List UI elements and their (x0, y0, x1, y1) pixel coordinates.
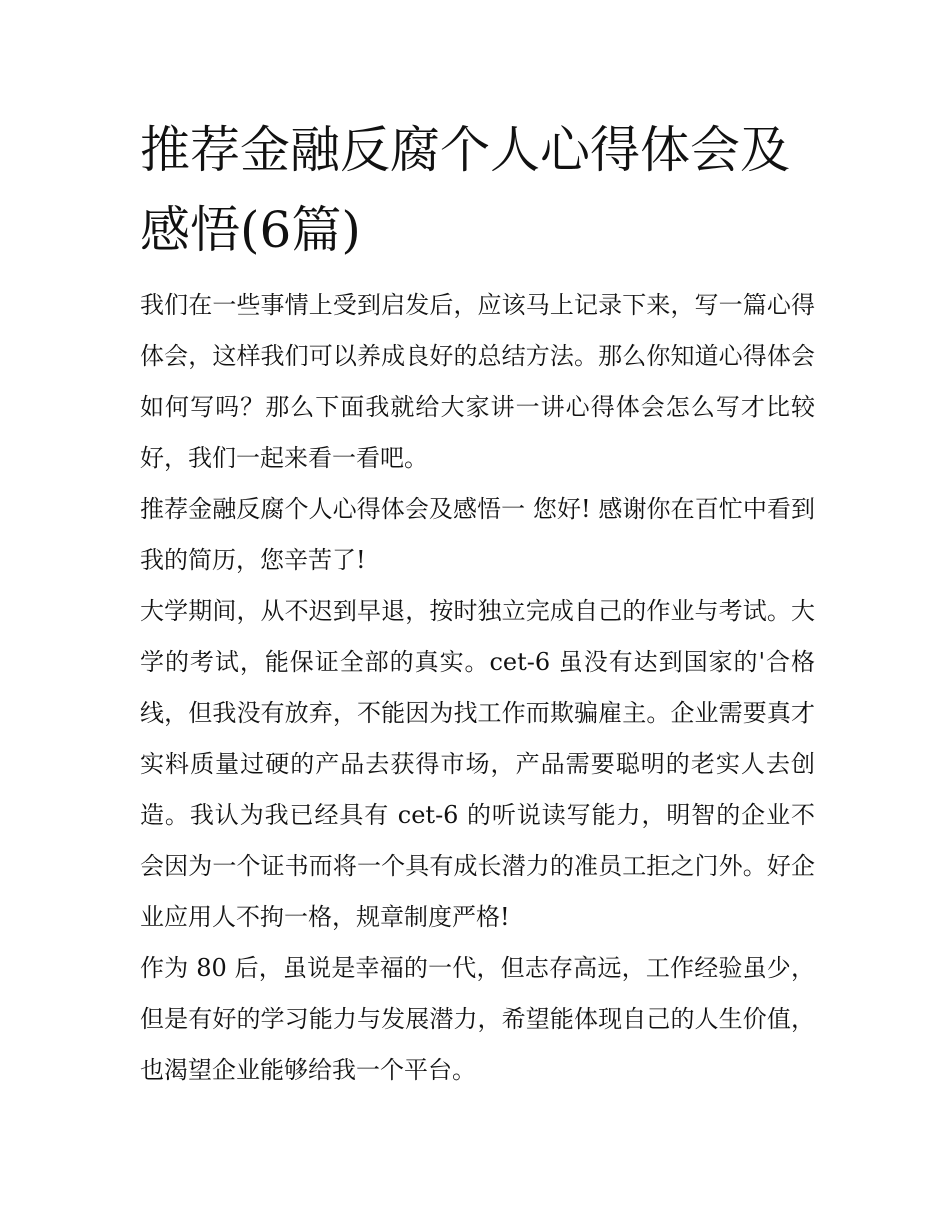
closing-paragraph: 作为 80 后，虽说是幸福的一代，但志存高远，工作经验虽少，但是有好的学习能力与发展潜力，希望能体现自己的人生价值，也渴望企业能够给我一个平台。 (140, 954, 815, 1084)
document-content (140, 110, 815, 1096)
intro-paragraph: 我们在一些事情上受到启发后，应该马上记录下来，写一篇心得体会，这样我们可以养成良好的总结方法。那么你知道心得体会如何写吗？那么下面我就给大家讲一讲心得体会怎么写才比较好，我们一起来看一看吧。 (140, 291, 815, 472)
university-paragraph: 大学期间，从不迟到早退，按时独立完成自己的作业与考试。大学的考试，能保证全部的真实。cet-6 虽没有达到国家的'合格线，但我没有放弃，不能因为找工作而欺骗雇主。企业需要真才实料质量过硬的产品去获得市场，产品需要聪明的老实人去创造。我认为我已经具有 cet-6 的听说读写能力，明智的企业不会因为一个证书而将一个具有成长潜力的准员工拒之门外。好企业应用人不拘一格，规章制度严格! (140, 597, 815, 931)
document-body (140, 280, 815, 1096)
section-one-paragraph: 推荐金融反腐个人心得体会及感悟一 您好! 感谢你在百忙中看到我的简历，您辛苦了! (140, 495, 815, 574)
document-title: 推荐金融反腐个人心得体会及感悟(6篇) (140, 121, 790, 259)
